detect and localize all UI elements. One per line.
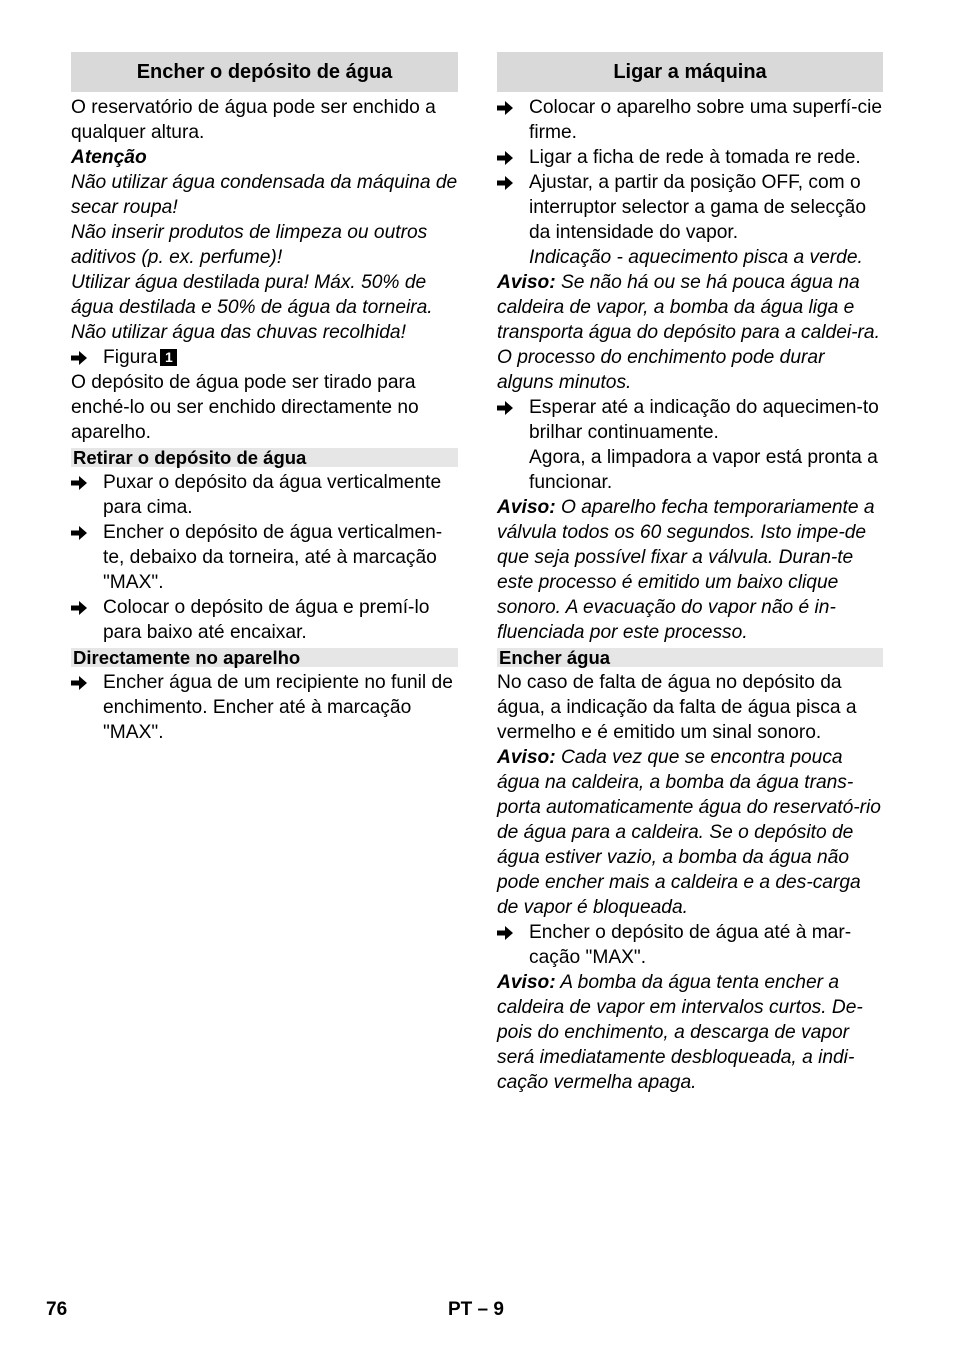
- step-item: [497, 95, 883, 145]
- step-item: [71, 520, 458, 595]
- heating-indicator-note: Indicação - aquecimento pisca a verde.: [529, 247, 863, 268]
- step-text: Encher o depósito de água até à mar-cação "MAX".: [529, 922, 852, 968]
- note-text: A bomba da água tenta encher a caldeira de vapor em intervalos curtos. De-pois do enchimento, a descarga de vapor será imediatamente desbloqueada, a indi-cação vermelha apaga.: [497, 972, 863, 1093]
- step-text: Esperar até a indicação do aquecimen-to brilhar continuamente.: [529, 397, 879, 443]
- arrow-right-icon: [71, 670, 93, 695]
- section-title-fill-tank: Encher o depósito de água: [71, 52, 458, 92]
- figure-reference: [71, 345, 458, 370]
- attention-line: Não inserir produtos de limpeza ou outros aditivos (p. ex. perfume)!: [71, 222, 428, 268]
- attention-line: Não utilizar água condensada da máquina de secar roupa!: [71, 172, 458, 218]
- step-item: [497, 170, 883, 245]
- step-text: Colocar o depósito de água e premí-lo para baixo até encaixar.: [103, 597, 430, 643]
- subsection-title-direct: Directamente no aparelho: [71, 648, 458, 667]
- step-item: [71, 470, 458, 520]
- arrow-right-icon: [71, 595, 93, 620]
- step-text: Encher água de um recipiente no funil de enchimento. Encher até à marcação "MAX".: [103, 672, 453, 743]
- step-item: [71, 595, 458, 645]
- note-label: Aviso:: [497, 747, 556, 768]
- note-paragraph: [497, 270, 883, 395]
- step-text: Puxar o depósito da água verticalmente para cima.: [103, 472, 442, 518]
- note-label: Aviso:: [497, 272, 556, 293]
- page-number: 76: [46, 1299, 68, 1320]
- arrow-right-icon: [71, 345, 93, 370]
- attention-line: Não utilizar água das chuvas recolhida!: [71, 322, 406, 343]
- step-text: Encher o depósito de água verticalmen-te, debaixo da torneira, até à marcação "MAX".: [103, 522, 443, 593]
- step-item: [497, 145, 883, 170]
- language-page-label: PT – 9: [448, 1299, 504, 1320]
- note-text: O aparelho fecha temporariamente a válvula todos os 60 segundos. Isto impe-de que seja possível fixar a válvula. Duran-te este processo é emitido um baixo clique sonoro. A evacuação do vapor não é in-fluenciada por este processo.: [497, 497, 875, 643]
- step-item: [497, 395, 883, 445]
- right-column: [497, 52, 883, 1095]
- step-item: [497, 920, 883, 970]
- ready-text: Agora, a limpadora a vapor está pronta a funcionar.: [529, 447, 878, 493]
- fill-water-intro: No caso de falta de água no depósito da água, a indicação da falta de água pisca a vermelho e é emitido um sinal sonoro.: [497, 672, 857, 743]
- note-label: Aviso:: [497, 497, 556, 518]
- arrow-right-icon: [497, 145, 519, 170]
- left-column: [71, 52, 458, 745]
- step-text: Ligar a ficha de rede à tomada re rede.: [529, 147, 861, 168]
- note-paragraph: [497, 970, 883, 1095]
- arrow-right-icon: [497, 95, 519, 120]
- attention-label: Atenção: [71, 147, 147, 168]
- subsection-title-remove-tank: Retirar o depósito de água: [71, 448, 458, 467]
- intro-text: O reservatório de água pode ser enchido a qualquer altura.: [71, 97, 436, 143]
- figure-number-badge: 1: [160, 349, 177, 366]
- note-paragraph: [497, 745, 883, 920]
- note-text: Se não há ou se há pouca água na caldeira de vapor, a bomba da água liga e transporta água do depósito para a caldei-ra. O processo do enchimento pode durar alguns minutos.: [497, 272, 880, 393]
- note-paragraph: [497, 495, 883, 645]
- attention-line: Utilizar água destilada pura! Máx. 50% de água destilada e 50% de água da torneira.: [71, 272, 433, 318]
- note-label: Aviso:: [497, 972, 556, 993]
- arrow-right-icon: [71, 470, 93, 495]
- arrow-right-icon: [71, 520, 93, 545]
- arrow-right-icon: [497, 395, 519, 420]
- section-title-switch-on: Ligar a máquina: [497, 52, 883, 92]
- step-text: Ajustar, a partir da posição OFF, com o interruptor selector a gama de selecção da intensidade do vapor.: [529, 172, 867, 243]
- removal-text: O depósito de água pode ser tirado para enché-lo ou ser enchido directamente no aparelho.: [71, 372, 419, 443]
- arrow-right-icon: [497, 920, 519, 945]
- step-item: [71, 670, 458, 745]
- note-text: Cada vez que se encontra pouca água na caldeira, a bomba da água trans-porta automaticamente água do reservató-rio de água para a caldeira. Se o depósito de água estiver vazio, a bomba da água não pode encher mais a caldeira e a des-carga de vapor é bloqueada.: [497, 747, 881, 918]
- arrow-right-icon: [497, 170, 519, 195]
- step-text: Colocar o aparelho sobre uma superfí-cie firme.: [529, 97, 883, 143]
- figure-label: Figura: [103, 347, 158, 368]
- subsection-title-fill-water: Encher água: [497, 648, 883, 667]
